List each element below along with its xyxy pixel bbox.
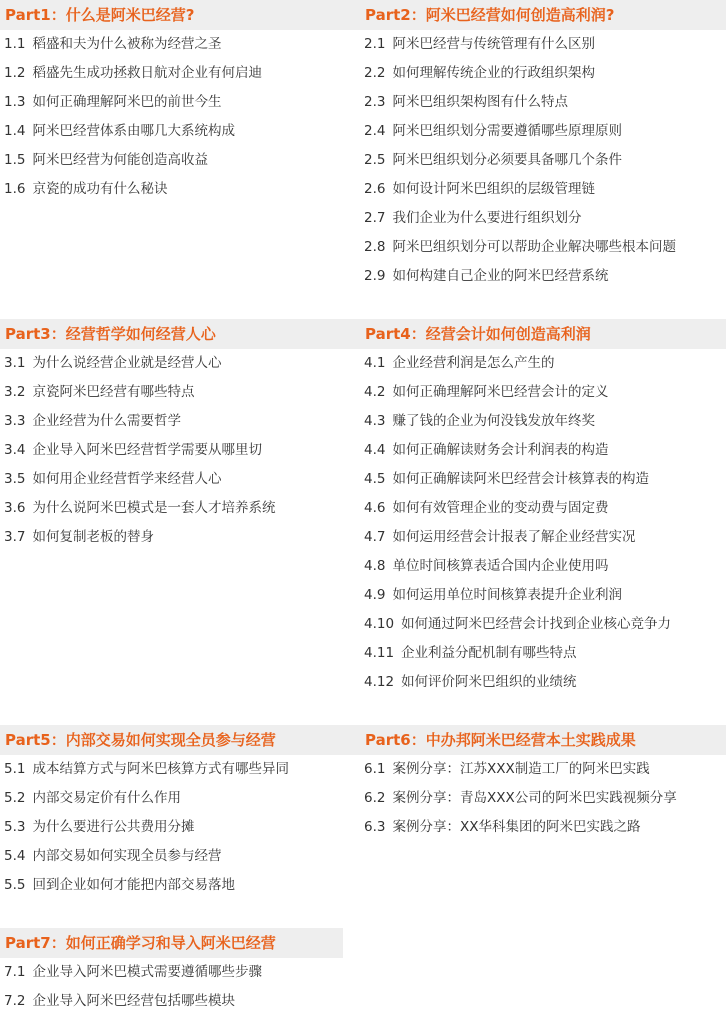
- list-item: [360, 581, 726, 610]
- item-text: 成本结算方式与阿米巴核算方式有哪些异同: [32, 761, 289, 777]
- item-text: 如何设计阿米巴组织的层级管理链: [392, 181, 595, 197]
- list-item: [0, 494, 360, 523]
- item-text: 阿米巴经营为何能创造高收益: [32, 152, 208, 168]
- list-item: [360, 175, 726, 204]
- section-title: Part7：如何正确学习和导入阿米巴经营: [0, 928, 343, 958]
- list-item: [0, 987, 343, 1016]
- item-number: 3.1: [4, 355, 26, 371]
- list-item: [360, 378, 726, 407]
- item-text: 阿米巴组织划分可以帮助企业解决哪些根本问题: [392, 239, 676, 255]
- item-number: 2.3: [364, 94, 386, 110]
- list-item: [0, 755, 360, 784]
- item-number: 2.4: [364, 123, 386, 139]
- section-title: Part3：经营哲学如何经营人心: [0, 319, 360, 349]
- item-text: 稻盛先生成功拯救日航对企业有何启迪: [32, 65, 262, 81]
- item-text: 企业经营利润是怎么产生的: [392, 355, 555, 371]
- list-item: [360, 784, 726, 813]
- item-text: 企业导入阿米巴模式需要遵循哪些步骤: [32, 964, 262, 980]
- list-item: [0, 407, 360, 436]
- section-part7: [0, 928, 343, 1016]
- list-item: [360, 465, 726, 494]
- item-number: 1.3: [4, 94, 26, 110]
- item-number: 1.1: [4, 36, 26, 52]
- item-number: 4.8: [364, 558, 386, 574]
- item-text: 内部交易如何实现全员参与经营: [32, 848, 222, 864]
- list-item: [360, 668, 726, 697]
- item-text: 如何正确解读阿米巴经营会计核算表的构造: [392, 471, 649, 487]
- item-text: 为什么说经营企业就是经营人心: [32, 355, 222, 371]
- list-item: [360, 204, 726, 233]
- item-number: 5.5: [4, 877, 26, 893]
- item-number: 2.1: [364, 36, 386, 52]
- item-number: 3.5: [4, 471, 26, 487]
- item-number: 4.3: [364, 413, 386, 429]
- item-text: 如何运用经营会计报表了解企业经营实况: [392, 529, 636, 545]
- item-list: [0, 30, 360, 204]
- list-item: [0, 523, 360, 552]
- item-text: 企业导入阿米巴经营包括哪些模块: [32, 993, 235, 1009]
- section-part6: [360, 725, 726, 842]
- list-item: [360, 610, 726, 639]
- item-number: 3.4: [4, 442, 26, 458]
- section-title: Part4：经营会计如何创造高利润: [360, 319, 726, 349]
- list-item: [360, 639, 726, 668]
- section-title: Part5：内部交易如何实现全员参与经营: [0, 725, 360, 755]
- list-item: [360, 349, 726, 378]
- item-text: 阿米巴组织划分需要遵循哪些原理原则: [392, 123, 622, 139]
- list-item: [360, 523, 726, 552]
- item-text: 如何通过阿米巴经营会计找到企业核心竞争力: [401, 616, 672, 632]
- item-number: 4.5: [364, 471, 386, 487]
- item-number: 1.5: [4, 152, 26, 168]
- item-list: [0, 958, 343, 1016]
- item-number: 5.1: [4, 761, 26, 777]
- item-text: 阿米巴组织架构图有什么特点: [392, 94, 568, 110]
- item-number: 4.2: [364, 384, 386, 400]
- section-part5: [0, 725, 360, 900]
- item-text: 企业导入阿米巴经营哲学需要从哪里切: [32, 442, 262, 458]
- section-part1: [0, 0, 360, 204]
- list-item: [360, 552, 726, 581]
- item-text: 如何用企业经营哲学来经营人心: [32, 471, 222, 487]
- list-item: [360, 59, 726, 88]
- item-number: 4.1: [364, 355, 386, 371]
- list-item: [0, 813, 360, 842]
- list-item: [0, 30, 360, 59]
- item-number: 3.7: [4, 529, 26, 545]
- item-number: 3.6: [4, 500, 26, 516]
- list-item: [360, 30, 726, 59]
- item-number: 5.2: [4, 790, 26, 806]
- item-text: 稻盛和夫为什么被称为经营之圣: [32, 36, 222, 52]
- item-number: 4.12: [364, 674, 395, 690]
- list-item: [0, 958, 343, 987]
- item-text: 内部交易定价有什么作用: [32, 790, 181, 806]
- item-number: 7.2: [4, 993, 26, 1009]
- item-list: [360, 349, 726, 697]
- item-text: 如何构建自己企业的阿米巴经营系统: [392, 268, 609, 284]
- item-number: 1.2: [4, 65, 26, 81]
- list-item: [0, 175, 360, 204]
- item-number: 4.9: [364, 587, 386, 603]
- list-item: [0, 871, 360, 900]
- list-item: [360, 407, 726, 436]
- item-text: 我们企业为什么要进行组织划分: [392, 210, 582, 226]
- item-text: 为什么要进行公共费用分摊: [32, 819, 195, 835]
- item-number: 2.8: [364, 239, 386, 255]
- section-part4: [360, 319, 726, 697]
- item-number: 5.4: [4, 848, 26, 864]
- list-item: [360, 262, 726, 291]
- list-item: [0, 59, 360, 88]
- section-title: Part2：阿米巴经营如何创造高利润?: [360, 0, 726, 30]
- list-item: [360, 494, 726, 523]
- item-number: 2.9: [364, 268, 386, 284]
- list-item: [0, 842, 360, 871]
- item-text: 企业经营为什么需要哲学: [32, 413, 181, 429]
- item-number: 5.3: [4, 819, 26, 835]
- item-number: 6.2: [364, 790, 386, 806]
- item-number: 4.10: [364, 616, 395, 632]
- list-item: [0, 88, 360, 117]
- item-text: 回到企业如何才能把内部交易落地: [32, 877, 235, 893]
- list-item: [360, 813, 726, 842]
- item-text: 案例分享：XX华科集团的阿米巴实践之路: [392, 819, 641, 835]
- list-item: [0, 378, 360, 407]
- item-text: 企业利益分配机制有哪些特点: [401, 645, 577, 661]
- list-item: [360, 233, 726, 262]
- list-item: [360, 117, 726, 146]
- item-number: 3.3: [4, 413, 26, 429]
- item-list: [0, 755, 360, 900]
- item-number: 4.11: [364, 645, 395, 661]
- list-item: [0, 349, 360, 378]
- list-item: [360, 146, 726, 175]
- item-number: 4.4: [364, 442, 386, 458]
- item-text: 案例分享：青岛XXX公司的阿米巴实践视频分享: [392, 790, 677, 806]
- item-text: 如何正确解读财务会计利润表的构造: [392, 442, 609, 458]
- item-number: 2.2: [364, 65, 386, 81]
- item-text: 如何正确理解阿米巴经营会计的定义: [392, 384, 609, 400]
- item-text: 如何正确理解阿米巴的前世今生: [32, 94, 222, 110]
- list-item: [360, 88, 726, 117]
- list-item: [0, 146, 360, 175]
- item-text: 赚了钱的企业为何没钱发放年终奖: [392, 413, 595, 429]
- item-number: 2.7: [364, 210, 386, 226]
- list-item: [0, 117, 360, 146]
- item-text: 阿米巴经营体系由哪几大系统构成: [32, 123, 235, 139]
- item-text: 阿米巴组织划分必须要具备哪几个条件: [392, 152, 622, 168]
- item-number: 2.6: [364, 181, 386, 197]
- item-number: 4.7: [364, 529, 386, 545]
- item-number: 2.5: [364, 152, 386, 168]
- item-text: 单位时间核算表适合国内企业使用吗: [392, 558, 609, 574]
- section-part3: [0, 319, 360, 552]
- list-item: [0, 784, 360, 813]
- section-title: Part1：什么是阿米巴经营?: [0, 0, 360, 30]
- item-number: 3.2: [4, 384, 26, 400]
- list-item: [360, 755, 726, 784]
- item-text: 京瓷的成功有什么秘诀: [32, 181, 168, 197]
- item-list: [0, 349, 360, 552]
- item-number: 6.3: [364, 819, 386, 835]
- item-text: 如何评价阿米巴组织的业绩统: [401, 674, 577, 690]
- item-text: 京瓷阿米巴经营有哪些特点: [32, 384, 195, 400]
- list-item: [0, 465, 360, 494]
- item-text: 为什么说阿米巴模式是一套人才培养系统: [32, 500, 276, 516]
- list-item: [0, 436, 360, 465]
- item-number: 7.1: [4, 964, 26, 980]
- item-text: 案例分享：江苏XXX制造工厂的阿米巴实践: [392, 761, 650, 777]
- item-list: [360, 755, 726, 842]
- item-number: 1.4: [4, 123, 26, 139]
- list-item: [360, 436, 726, 465]
- item-text: 如何有效管理企业的变动费与固定费: [392, 500, 609, 516]
- item-number: 6.1: [364, 761, 386, 777]
- item-list: [360, 30, 726, 291]
- item-text: 阿米巴经营与传统管理有什么区别: [392, 36, 595, 52]
- item-text: 如何理解传统企业的行政组织架构: [392, 65, 595, 81]
- item-text: 如何运用单位时间核算表提升企业利润: [392, 587, 622, 603]
- item-number: 1.6: [4, 181, 26, 197]
- section-title: Part6：中办邦阿米巴经营本土实践成果: [360, 725, 726, 755]
- section-part2: [360, 0, 726, 291]
- item-text: 如何复制老板的替身: [32, 529, 154, 545]
- item-number: 4.6: [364, 500, 386, 516]
